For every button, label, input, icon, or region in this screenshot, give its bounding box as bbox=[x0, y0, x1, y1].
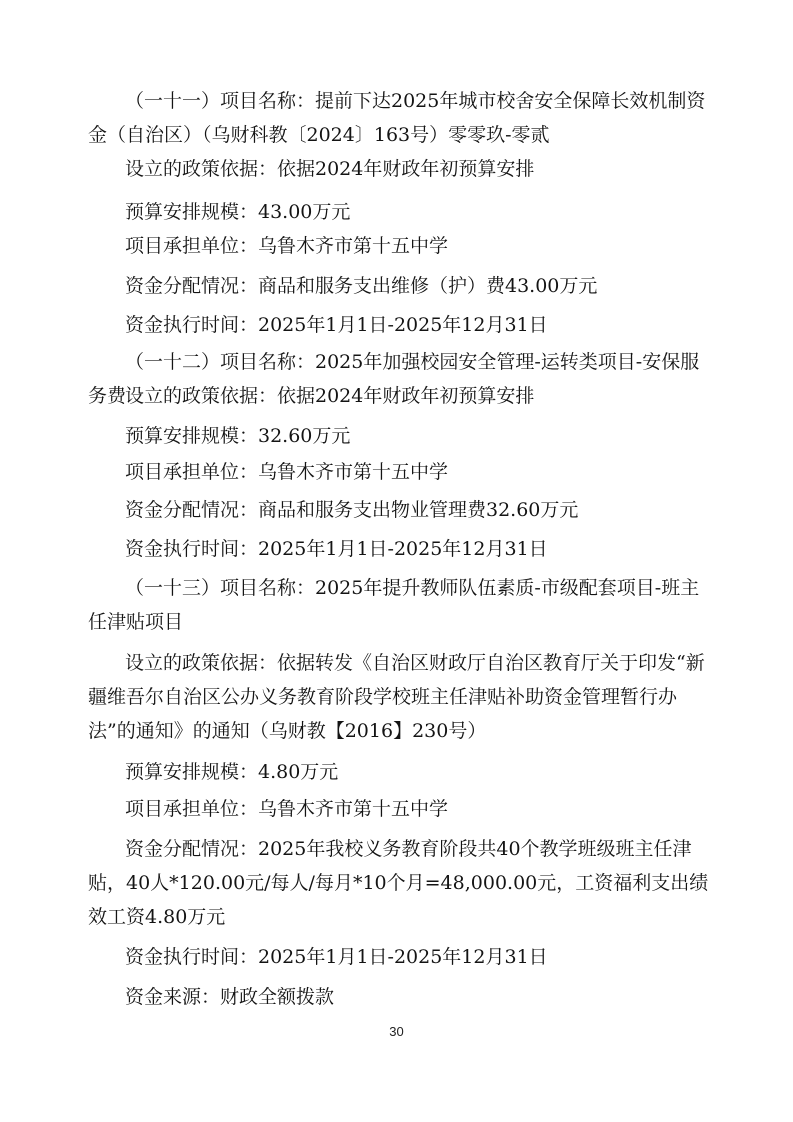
project-12-fund-allocation: 资金分配情况：商品和服务支出物业管理费32.60万元 bbox=[125, 499, 579, 521]
project-13-title: （一十三）项目名称：2025年提升教师队伍素质-市级配套项目-班主任津贴项目 bbox=[88, 577, 700, 633]
project-13-execution-time: 资金执行时间：2025年1月1日-2025年12月31日 bbox=[125, 946, 548, 968]
project-12-policy-basis: 设立的政策依据：依据2024年财政年初预算安排 bbox=[125, 385, 535, 407]
project-13-policy-basis: 设立的政策依据：依据转发《自治区财政厅自治区教育厅关于印发“新疆维吾尔自治区公办义务教育阶段学校班主任津贴补助资金管理暂行办法”的通知》的通知（乌财教【2016】230号） bbox=[88, 652, 705, 742]
project-11-budget-scale: 预算安排规模：43.00万元 bbox=[125, 201, 351, 223]
project-13-budget-scale: 预算安排规模：4.80万元 bbox=[125, 761, 339, 783]
project-11-execution-time: 资金执行时间：2025年1月1日-2025年12月31日 bbox=[125, 314, 548, 336]
project-12-title: （一十二）项目名称：2025年加强校园安全管理-运转类项目-安保服务费 bbox=[88, 351, 700, 407]
project-11-undertaking-unit: 项目承担单位：乌鲁木齐市第十五中学 bbox=[125, 235, 449, 257]
project-13-undertaking-unit: 项目承担单位：乌鲁木齐市第十五中学 bbox=[125, 798, 449, 820]
project-12-execution-time: 资金执行时间：2025年1月1日-2025年12月31日 bbox=[125, 538, 548, 560]
project-11-fund-allocation: 资金分配情况：商品和服务支出维修（护）费43.00万元 bbox=[125, 275, 598, 297]
project-11-policy-basis: 设立的政策依据：依据2024年财政年初预算安排 bbox=[125, 158, 535, 180]
project-12-undertaking-unit: 项目承担单位：乌鲁木齐市第十五中学 bbox=[125, 461, 449, 483]
project-11-title: （一十一）项目名称：提前下达2025年城市校舍安全保障长效机制资金（自治区）（乌财科教〔2024〕163号）零零玖-零贰 bbox=[88, 90, 706, 146]
page-number: 30 bbox=[389, 1024, 404, 1039]
project-13-fund-allocation: 资金分配情况：2025年我校义务教育阶段共40个教学班级班主任津贴，40人*120.00元/每人/每月*10个月=48,000.00元，工资福利支出绩效工资4.80万元 bbox=[88, 838, 709, 928]
project-12-budget-scale: 预算安排规模：32.60万元 bbox=[125, 425, 351, 447]
project-13-fund-source: 资金来源：财政全额拨款 bbox=[125, 986, 335, 1008]
